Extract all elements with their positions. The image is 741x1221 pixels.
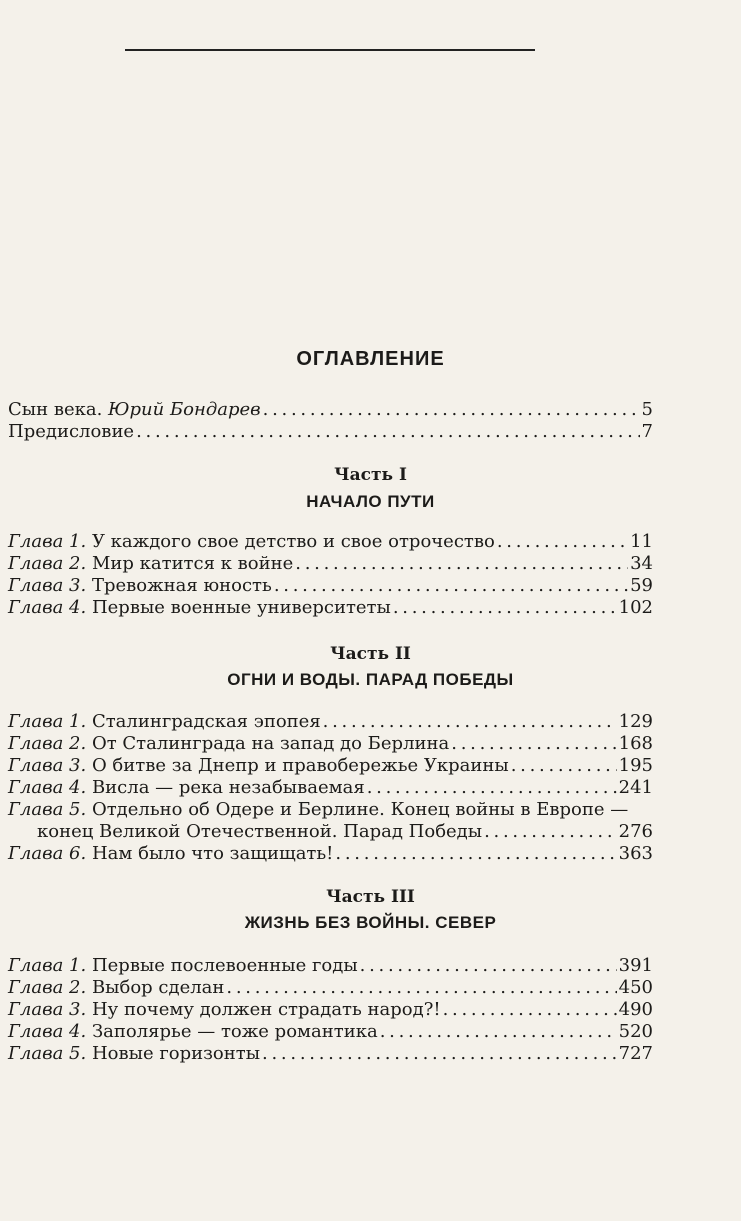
toc-front	[8, 399, 653, 443]
chapter-title: Сталинградская эпопея	[91, 711, 321, 732]
chapter-title-continued: конец Великой Отечественной. Парад Победы	[37, 821, 483, 842]
toc-entry[interactable]	[8, 553, 653, 575]
page-number: 195	[618, 755, 653, 776]
page-number: 241	[618, 777, 653, 798]
chapter-title: Ну почему должен страдать народ?!	[91, 999, 441, 1020]
toc-entry[interactable]	[8, 1021, 653, 1043]
chapter-title: Первые послевоенные годы	[91, 955, 358, 976]
chapter-number: Глава 4.	[8, 1021, 87, 1042]
toc-entry[interactable]	[8, 711, 653, 733]
chapter-number: Глава 2.	[8, 977, 87, 998]
toc-part-1	[8, 531, 653, 619]
chapter-title: Отдельно об Одере и Берлине. Конец войны в Европе —	[91, 799, 629, 820]
part-title: ЖИЗНЬ БЕЗ ВОЙНЫ. СЕВЕР	[244, 913, 497, 932]
page-number: 276	[618, 821, 653, 842]
chapter-number: Глава 3.	[8, 999, 87, 1020]
chapter-number: Глава 4.	[8, 597, 87, 618]
page-number: 5	[641, 399, 653, 420]
chapter-number: Глава 2.	[8, 553, 87, 574]
entry-author: Юрий Бондарев	[108, 399, 261, 420]
page-number: 363	[618, 843, 653, 864]
part-title: НАЧАЛО ПУТИ	[306, 492, 435, 511]
toc-entry[interactable]	[8, 799, 653, 821]
toc-entry[interactable]	[8, 955, 653, 977]
toc-entry[interactable]	[8, 777, 653, 799]
chapter-title: Новые горизонты	[91, 1043, 261, 1064]
page-number: 59	[630, 575, 653, 596]
page-number: 450	[618, 977, 653, 998]
toc-entry[interactable]	[8, 399, 653, 421]
toc-entry[interactable]	[8, 843, 653, 865]
part-label: Часть II	[330, 644, 411, 664]
chapter-title: Мир катится к войне	[91, 553, 294, 574]
toc-part-3	[8, 955, 653, 1065]
header-rule	[125, 49, 535, 51]
entry-title: Предисловие	[8, 421, 135, 442]
toc-entry-continuation[interactable]	[8, 821, 653, 843]
chapter-number: Глава 3.	[8, 755, 87, 776]
toc-entry[interactable]	[8, 531, 653, 553]
toc-entry[interactable]	[8, 755, 653, 777]
entry-title: Сын века.	[8, 399, 109, 420]
page-number: 727	[618, 1043, 653, 1064]
part-label: Часть III	[326, 887, 415, 907]
toc-part-2	[8, 711, 653, 865]
chapter-number: Глава 4.	[8, 777, 87, 798]
toc-entry[interactable]	[8, 977, 653, 999]
page-number: 391	[618, 955, 653, 976]
toc-entry[interactable]	[8, 733, 653, 755]
toc-entry[interactable]	[8, 597, 653, 619]
chapter-number: Глава 6.	[8, 843, 87, 864]
chapter-number: Глава 1.	[8, 955, 87, 976]
chapter-title: Выбор сделан	[91, 977, 225, 998]
page-number: 129	[618, 711, 653, 732]
page-number: 7	[641, 421, 653, 442]
chapter-number: Глава 1.	[8, 711, 87, 732]
page-number: 102	[618, 597, 653, 618]
page-title: ОГЛАВЛЕНИЕ	[296, 348, 445, 370]
page-number: 490	[618, 999, 653, 1020]
toc-entry[interactable]	[8, 999, 653, 1021]
chapter-title: О битве за Днепр и правобережье Украины	[91, 755, 509, 776]
chapter-number: Глава 5.	[8, 799, 87, 820]
chapter-title: Висла — река незабываемая	[91, 777, 365, 798]
chapter-title: Заполярье — тоже романтика	[91, 1021, 378, 1042]
chapter-title: Тревожная юность	[91, 575, 272, 596]
toc-entry[interactable]	[8, 421, 653, 443]
chapter-title: Первые военные университеты	[91, 597, 391, 618]
toc-entry[interactable]	[8, 1043, 653, 1065]
chapter-number: Глава 1.	[8, 531, 87, 552]
chapter-title: От Сталинграда на запад до Берлина	[91, 733, 450, 754]
chapter-number: Глава 2.	[8, 733, 87, 754]
toc-entry[interactable]	[8, 575, 653, 597]
page-number: 34	[630, 553, 653, 574]
part-label: Часть I	[334, 465, 407, 485]
page-number: 168	[618, 733, 653, 754]
part-title: ОГНИ И ВОДЫ. ПАРАД ПОБЕДЫ	[227, 670, 514, 689]
page-number: 11	[630, 531, 653, 552]
chapter-number: Глава 3.	[8, 575, 87, 596]
chapter-title: У каждого свое детство и свое отрочество	[91, 531, 495, 552]
page-number: 520	[618, 1021, 653, 1042]
chapter-number: Глава 5.	[8, 1043, 87, 1064]
chapter-title: Нам было что защищать!	[91, 843, 334, 864]
